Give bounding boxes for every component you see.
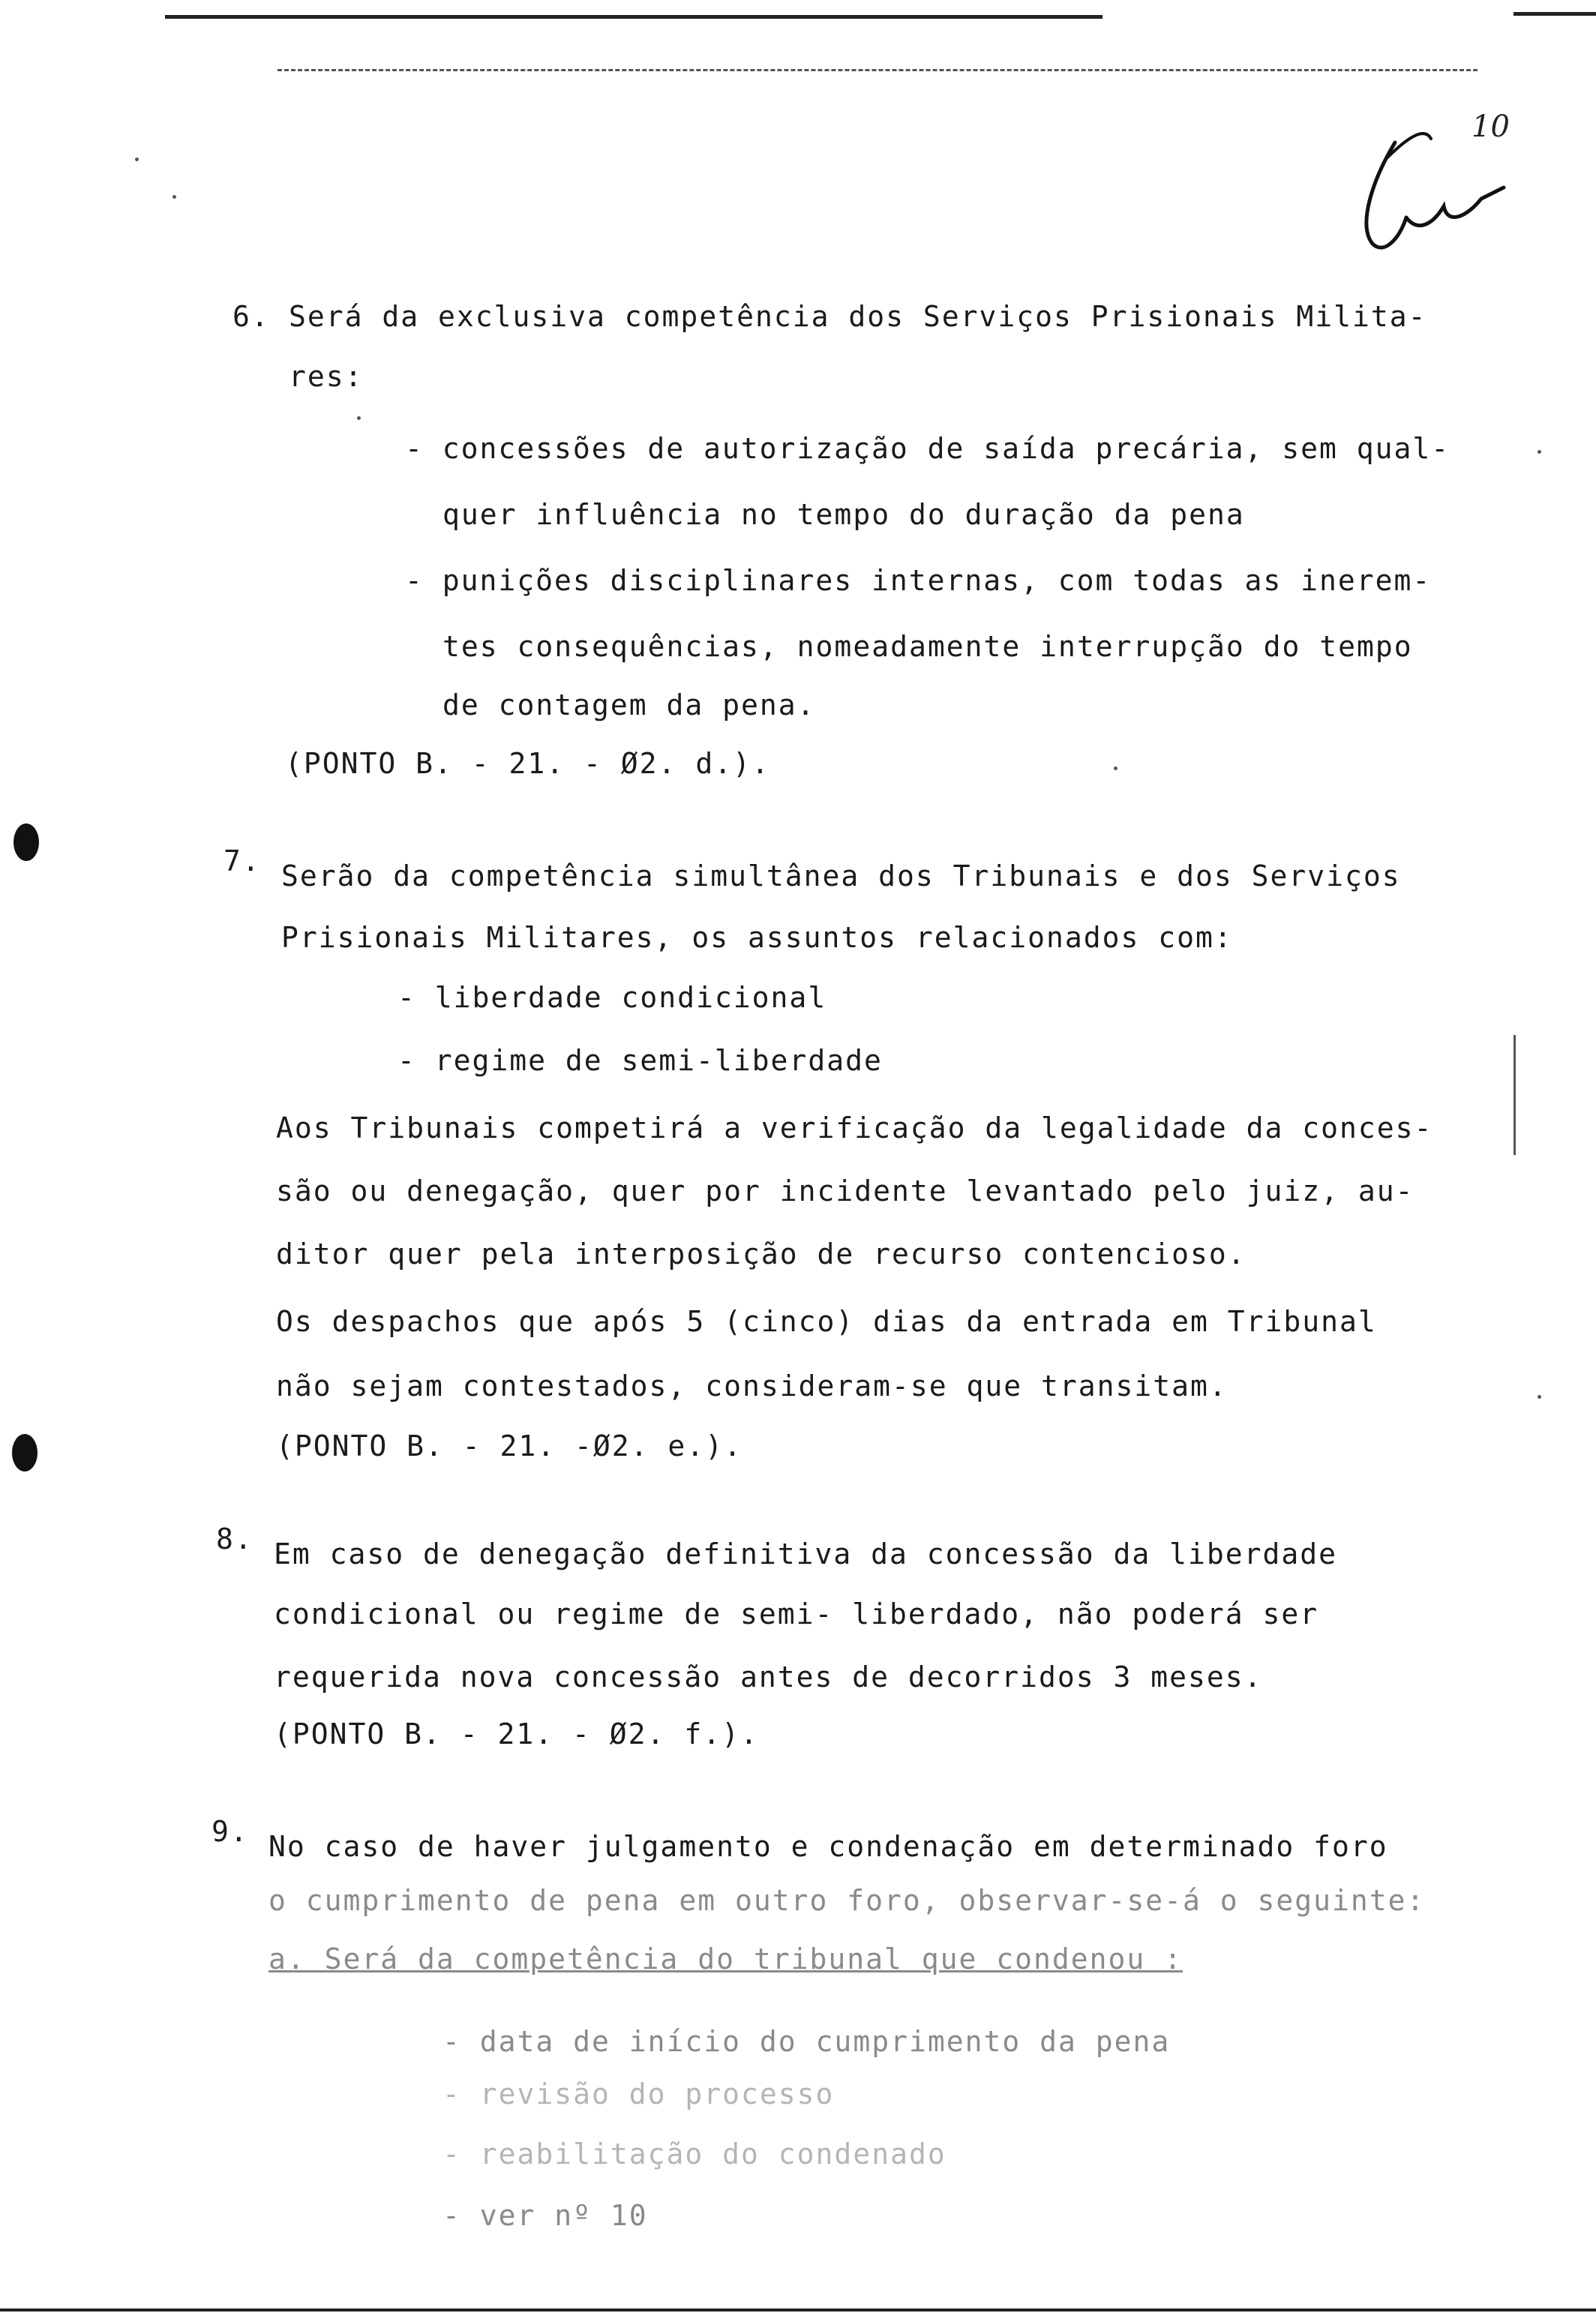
speck — [135, 158, 139, 161]
item-9-line-1: No caso de haver julgamento e condenação em determinado foro — [268, 1830, 1388, 1863]
top-rule-right — [1514, 12, 1596, 16]
speck — [1114, 766, 1118, 770]
speck — [1538, 450, 1541, 454]
item-9-line-3: a. Será da competência do tribunal que condenou : — [268, 1942, 1184, 1976]
item-9-bullet-1: - data de início do cumprimento da pena — [442, 2025, 1171, 2058]
header-dashed-rule — [278, 69, 1478, 71]
item-7-paragraph-1-line-2: são ou denegação, quer por incidente levantado pelo juiz, au- — [276, 1174, 1414, 1208]
item-6-line-2: res: — [289, 360, 364, 393]
item-6-number: 6. — [232, 300, 270, 333]
speck — [1538, 1395, 1541, 1399]
item-6-bullet-2-line-3: de contagem da pena. — [442, 688, 816, 722]
item-7-paragraph-1-line-3: ditor quer pela interposição de recurso contencioso. — [276, 1238, 1246, 1270]
top-rule — [165, 15, 1102, 19]
item-7-bullet-1: - liberdade condicional — [398, 981, 827, 1014]
item-7-paragraph-1-line-1: Aos Tribunais competirá a verificação da legalidade da conces- — [276, 1112, 1433, 1144]
item-8-number: 8. — [216, 1522, 254, 1556]
right-edge-line — [1514, 1035, 1516, 1155]
item-6-reference: (PONTO B. - 21. - Ø2. d.). — [285, 747, 770, 780]
item-7-paragraph-2-line-2: não sejam contestados, consideram-se que transitam. — [276, 1370, 1228, 1402]
item-7-paragraph-2-line-1: Os despachos que após 5 (cinco) dias da entrada em Tribunal — [276, 1305, 1377, 1338]
punch-hole-upper — [14, 824, 39, 861]
item-7-reference: (PONTO B. - 21. -Ø2. e.). — [276, 1430, 742, 1462]
page-number: 10 — [1472, 110, 1510, 144]
item-8-line-2: condicional ou regime de semi- liberdado, não poderá ser — [274, 1598, 1319, 1630]
item-6-bullet-1-line-1: - concessões de autorização de saída precária, sem qual- — [405, 432, 1450, 465]
item-9-bullet-3: - reabilitação do condenado — [442, 2138, 946, 2170]
item-9-line-2: o cumprimento de pena em outro foro, observar-se-á o seguinte: — [268, 1884, 1426, 1917]
punch-hole-lower — [12, 1434, 38, 1472]
speck — [357, 416, 361, 420]
item-9-number: 9. — [212, 1815, 249, 1848]
speck — [172, 195, 176, 199]
item-7-line-2: Prisionais Militares, os assuntos relacionados com: — [281, 921, 1233, 954]
item-7-line-1: Serão da competência simultânea dos Tribunais e dos Serviços — [281, 860, 1401, 892]
item-8-line-3: requerida nova concessão antes de decorridos 3 meses. — [274, 1660, 1263, 1694]
item-6-line-1: Será da exclusiva competência dos Serviços Prisionais Milita- — [289, 300, 1427, 333]
item-6-bullet-2-line-1: - punições disciplinares internas, com todas as inerem- — [405, 564, 1432, 597]
item-7-bullet-2: - regime de semi-liberdade — [398, 1044, 883, 1077]
item-9-bullet-2: - revisão do processo — [442, 2078, 835, 2110]
item-6-bullet-1-line-2: quer influência no tempo do duração da pena — [442, 498, 1245, 531]
item-9-bullet-4: - ver nº 10 — [442, 2199, 648, 2232]
item-7-number: 7. — [224, 844, 261, 878]
item-6-bullet-2-line-2: tes consequências, nomeadamente interrupção do tempo — [442, 630, 1413, 663]
item-8-reference: (PONTO B. - 21. - Ø2. f.). — [274, 1718, 759, 1750]
item-8-line-1: Em caso de denegação definitiva da concessão da liberdade — [274, 1538, 1338, 1570]
bottom-rule — [0, 2308, 1596, 2312]
